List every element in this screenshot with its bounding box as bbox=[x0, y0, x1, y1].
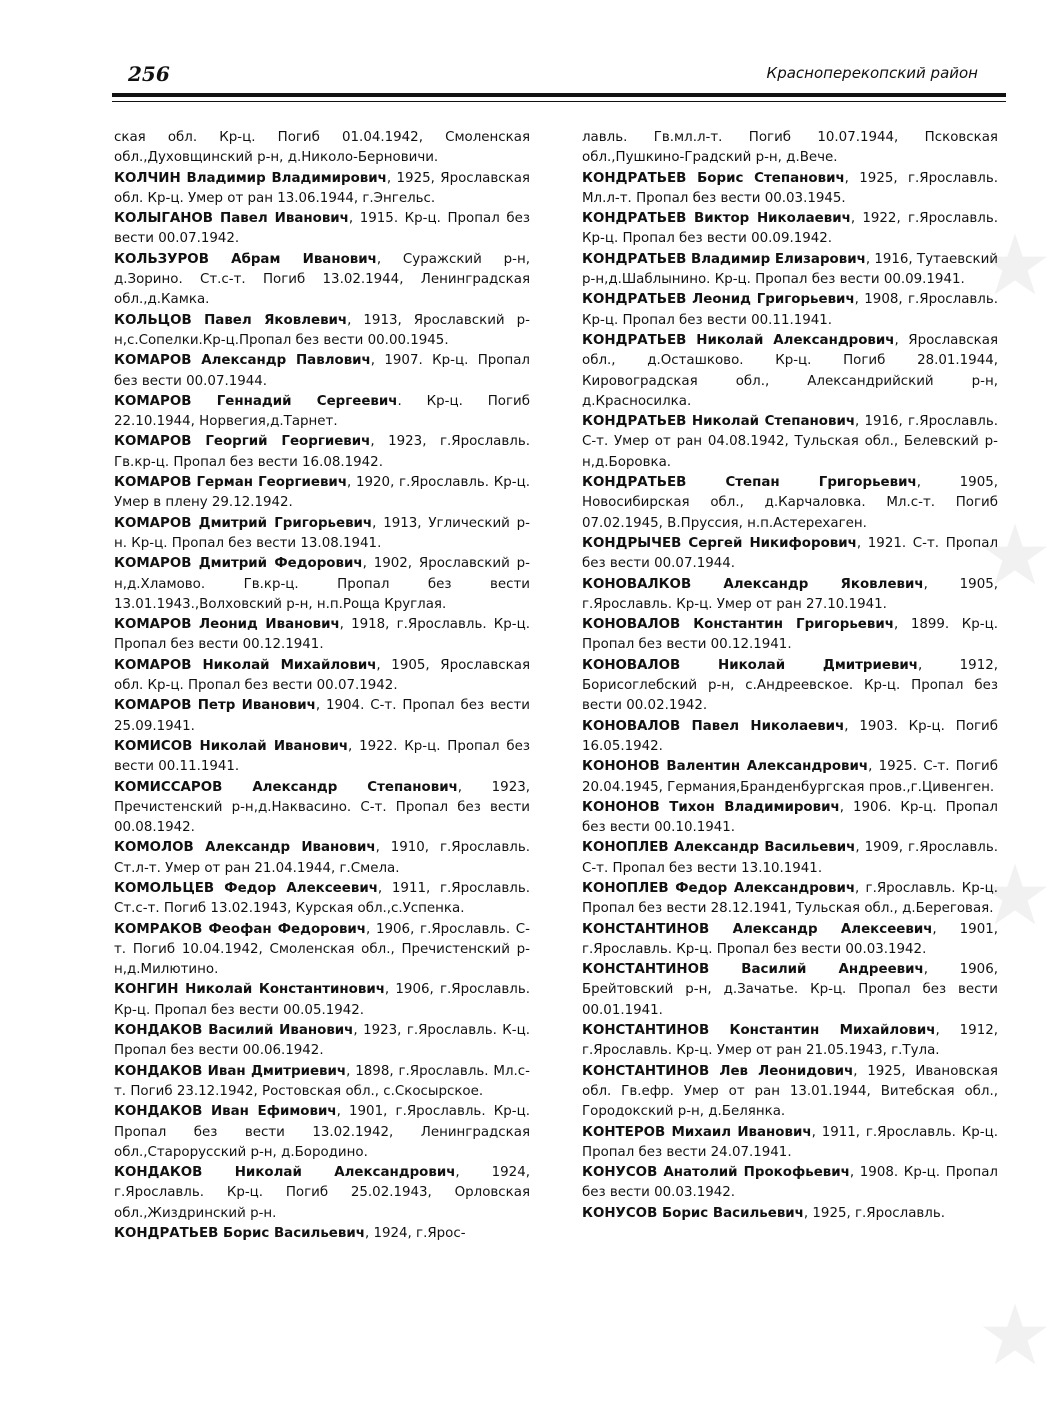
record-name: КОМИССАРОВ Александр Степанович bbox=[114, 779, 458, 795]
record-entry bbox=[114, 1163, 530, 1224]
record-details: , Суражский р-н, д.Зорино. Ст.с-т. Погиб 13.02.1944, Ленинградская обл.,д.Камка. bbox=[114, 251, 530, 308]
record-entry bbox=[582, 169, 998, 210]
record-name: КОМАРОВ Герман Георгиевич bbox=[114, 475, 348, 491]
record-entry bbox=[114, 554, 530, 615]
record-details: , 1901, г.Ярославль. Кр-ц. Пропал без вести 00.03.1942. bbox=[582, 921, 998, 957]
record-name: КОНОВАЛОВ Николай Дмитриевич bbox=[582, 657, 919, 673]
record-name: КОЛЫГАНОВ Павел Иванович bbox=[114, 211, 349, 227]
record-name: КОМАРОВ Петр Иванович bbox=[114, 698, 316, 714]
record-entry bbox=[582, 615, 998, 656]
record-details: , 1904. С-т. Пропал без вести 25.09.1941. bbox=[114, 698, 530, 734]
record-entry bbox=[114, 1021, 530, 1062]
record-entry bbox=[582, 656, 998, 717]
record-entry bbox=[582, 920, 998, 961]
record-entry bbox=[582, 1021, 998, 1062]
record-entry bbox=[582, 1163, 998, 1204]
record-name: КОМАРОВ Дмитрий Федорович bbox=[114, 556, 363, 572]
record-name: КОНГИН Николай Константинович bbox=[114, 982, 385, 998]
record-name: КОМОЛЬЦЕВ Федор Алексеевич bbox=[114, 880, 378, 896]
record-entry bbox=[114, 920, 530, 981]
record-name: КОНДРАТЬЕВ Борис Степанович bbox=[582, 170, 845, 186]
record-entry bbox=[582, 412, 998, 473]
record-entry bbox=[114, 656, 530, 697]
record-name: КОНСТАНТИНОВ Лев Леонидович bbox=[582, 1063, 854, 1079]
record-entry bbox=[582, 209, 998, 250]
record-details: , 1916, г.Ярославль. С-т. Умер от ран 04.08.1942, Тульская обл., Белевский р-н,д.Боровка. bbox=[582, 414, 998, 470]
record-entry bbox=[582, 290, 998, 331]
record-entry bbox=[114, 879, 530, 920]
record-details: , 1924, г.Ярославль. Кр-ц. Погиб 25.02.1943, Орловская обл.,Жиздринский р-н. bbox=[114, 1165, 530, 1221]
record-name: КОНДРАТЬЕВ Николай Александрович bbox=[582, 332, 895, 348]
record-details: , 1906, Брейтовский р-н, д.Зачатье. Кр-ц. Пропал без вести 00.01.1941. bbox=[582, 962, 998, 1018]
record-entry bbox=[582, 575, 998, 616]
record-details: , 1925. С-т. Погиб 20.04.1945, Германия,Бранденбургская пров.,г.Цивенген. bbox=[582, 759, 998, 795]
record-details: , 1905, г.Ярославль. Кр-ц. Умер от ран 27.10.1941. bbox=[582, 576, 998, 612]
record-details: ская обл. Кр-ц. Погиб 01.04.1942, Смоленская обл.,Духовщинский р-н, д.Николо-Берновичи. bbox=[114, 130, 530, 166]
record-entry bbox=[114, 838, 530, 879]
record-details: , 1909, г.Ярославль. С-т. Пропал без вести 13.10.1941. bbox=[582, 840, 998, 876]
record-entry bbox=[582, 250, 998, 291]
record-name: КОЛЧИН Владимир Владимирович bbox=[114, 170, 387, 186]
record-entry bbox=[582, 960, 998, 1021]
record-details: , 1916, Тутаевский р-н,д.Шаблынино. Кр-ц. Пропал без вести 00.09.1941. bbox=[582, 251, 998, 288]
record-name: КОНУСОВ Борис Васильевич bbox=[582, 1205, 804, 1221]
record-entry bbox=[114, 169, 530, 210]
record-entry bbox=[582, 1123, 998, 1164]
record-entry bbox=[114, 351, 530, 392]
record-name: КОНОНОВ Тихон Владимирович bbox=[582, 799, 840, 815]
record-details: , г.Ярославль. Кр-ц. Пропал без вести 28.12.1941, Тульская обл., д.Береговая. bbox=[582, 880, 998, 917]
record-name: КОНДРАТЬЕВ Владимир Елизарович bbox=[582, 251, 866, 267]
record-entry bbox=[582, 534, 998, 575]
record-name: КОМАРОВ Николай Михайлович bbox=[114, 657, 377, 673]
record-name: КОНДАКОВ Иван Ефимович bbox=[114, 1104, 337, 1120]
record-name: КОНОПЛЕВ Александр Васильевич bbox=[582, 840, 856, 856]
record-details: , 1901, г.Ярославль. Кр-ц. Пропал без вести 13.02.1942, Ленинградская обл.,Старорусский р-н, д.Бородино. bbox=[114, 1104, 530, 1160]
record-entry bbox=[114, 250, 530, 311]
record-entry bbox=[582, 757, 998, 798]
record-name: КОМАРОВ Георгий Георгиевич bbox=[114, 434, 371, 450]
record-name: КОЛЬЗУРОВ Абрам Иванович bbox=[114, 251, 377, 267]
record-details: , 1911, г.Ярославль. Ст.с-т. Погиб 13.02.1943, Курская обл.,с.Успенка. bbox=[114, 880, 530, 917]
record-entry bbox=[114, 514, 530, 555]
record-details: , 1925, Ивановская обл. Гв.ефр. Умер от ран 13.01.1944, Витебская обл., Городокский р-н, д.Белянка. bbox=[582, 1063, 998, 1120]
record-details: , 1922. Кр-ц. Пропал без вести 00.11.1941. bbox=[114, 738, 530, 775]
record-name: КОМОЛОВ Александр Иванович bbox=[114, 840, 376, 856]
record-details: , 1906, г.Ярославль. С-т. Погиб 10.04.1942, Смоленская обл., Пречистенский р-н,д.Милютино. bbox=[114, 921, 530, 978]
record-name: КОНОВАЛОВ Павел Николаевич bbox=[582, 718, 845, 734]
record-name: КОНДРАТЬЕВ Борис Васильевич bbox=[114, 1226, 365, 1242]
record-name: КОМИСОВ Николай Иванович bbox=[114, 738, 349, 754]
record-details: , 1915. Кр-ц. Пропал без вести 00.07.1942. bbox=[114, 211, 530, 247]
record-entry bbox=[114, 1062, 530, 1103]
record-name: КОНДАКОВ Николай Александрович bbox=[114, 1165, 456, 1181]
record-details: , 1912, г.Ярославль. Кр-ц. Умер от ран 21.05.1943, г.Тула. bbox=[582, 1023, 998, 1059]
record-details: , 1923, г.Ярославль. К-ц. Пропал без вести 00.06.1942. bbox=[114, 1023, 530, 1059]
running-head: Красноперекопский район bbox=[766, 64, 978, 82]
record-name: КОНСТАНТИНОВ Константин Михайлович bbox=[582, 1023, 936, 1039]
record-entry bbox=[582, 1062, 998, 1123]
record-details: , 1906, г.Ярославль. Кр-ц. Пропал без вести 00.05.1942. bbox=[114, 982, 530, 1018]
record-details: , 1922, г.Ярославль. Кр-ц. Пропал без вести 00.09.1942. bbox=[582, 211, 998, 247]
record-name: КОНСТАНТИНОВ Александр Алексеевич bbox=[582, 921, 933, 937]
record-entry bbox=[114, 980, 530, 1021]
record-details: . Кр-ц. Погиб 22.10.1944, Норвегия,д.Тарнет. bbox=[114, 393, 530, 430]
record-details: , Ярославская обл., д.Осташково. Кр-ц. Погиб 28.01.1944, Кировоградская обл., Александрийский р-н, д.Красносилка. bbox=[582, 332, 998, 409]
record-name: КОНТЕРОВ Михаил Иванович bbox=[582, 1124, 812, 1140]
record-name: КОНДРАТЬЕВ Леонид Григорьевич bbox=[582, 292, 855, 308]
record-entry bbox=[114, 311, 530, 352]
record-details: , 1910, г.Ярославль. Ст.л-т. Умер от ран 21.04.1944, г.Смела. bbox=[114, 840, 530, 876]
record-details: , 1913, Углический р-н. Кр-ц. Пропал без вести 13.08.1941. bbox=[114, 515, 530, 551]
record-name: КОМАРОВ Леонид Иванович bbox=[114, 617, 340, 633]
record-name: КОНДРАТЬЕВ Николай Степанович bbox=[582, 414, 856, 430]
right-column bbox=[582, 128, 998, 1224]
record-details: , 1903. Кр-ц. Погиб 16.05.1942. bbox=[582, 718, 998, 754]
record-name: КОМАРОВ Дмитрий Григорьевич bbox=[114, 515, 373, 531]
record-entry bbox=[114, 209, 530, 250]
record-details: , 1918, г.Ярославль. Кр-ц. Пропал без вести 00.12.1941. bbox=[114, 617, 530, 653]
record-name: КОНОНОВ Валентин Александрович bbox=[582, 759, 869, 775]
record-details: , 1924, г.Ярос- bbox=[364, 1226, 466, 1242]
record-name: КОНДРАТЬЕВ Степан Григорьевич bbox=[582, 475, 917, 491]
record-name: КОМАРОВ Александр Павлович bbox=[114, 353, 371, 369]
record-details: , 1925, Ярославская обл. Кр-ц. Умер от ран 13.06.1944, г.Энгельс. bbox=[114, 170, 530, 206]
record-entry bbox=[114, 392, 530, 433]
record-name: КОНСТАНТИНОВ Василий Андреевич bbox=[582, 962, 924, 978]
record-details: , 1899. Кр-ц. Пропал без вести 00.12.1941. bbox=[582, 617, 998, 653]
record-name: КОНОВАЛОВ Константин Григорьевич bbox=[582, 617, 894, 633]
record-entry bbox=[114, 737, 530, 778]
record-entry bbox=[582, 879, 998, 920]
record-entry bbox=[114, 615, 530, 656]
left-column bbox=[114, 128, 530, 1244]
record-details: , 1925, г.Ярославль. bbox=[803, 1205, 946, 1221]
record-name: КОНДРАТЬЕВ Виктор Николаевич bbox=[582, 211, 851, 227]
record-entry bbox=[114, 1102, 530, 1163]
record-details: , 1920, г.Ярославль. Кр-ц. Умер в плену 29.12.1942. bbox=[114, 475, 530, 511]
record-name: КОНДАКОВ Иван Дмитриевич bbox=[114, 1063, 347, 1079]
record-details: , 1921. С-т. Пропал без вести 00.07.1944. bbox=[582, 535, 998, 572]
record-entry bbox=[114, 696, 530, 737]
record-entry bbox=[582, 798, 998, 839]
record-details: лавль. Гв.мл.л-т. Погиб 10.07.1944, Псковская обл.,Пушкино-Градский р-н, д.Вече. bbox=[582, 130, 998, 166]
record-name: КОМРАКОВ Феофан Федорович bbox=[114, 921, 366, 937]
record-details: , 1905, Ярославская обл. Кр-ц. Пропал без вести 00.07.1942. bbox=[114, 657, 530, 694]
record-details: , 1925, г.Ярославль. Мл.л-т. Пропал без вести 00.03.1945. bbox=[582, 170, 998, 206]
record-name: КОМАРОВ Геннадий Сергеевич bbox=[114, 393, 398, 409]
record-entry bbox=[582, 1204, 998, 1224]
record-name: КОНУСОВ Анатолий Прокофьевич bbox=[582, 1165, 850, 1181]
record-entry bbox=[114, 128, 530, 169]
record-entry bbox=[114, 432, 530, 473]
record-name: КОНОПЛЕВ Федор Александрович bbox=[582, 880, 856, 896]
record-details: , 1913, Ярославский р-н,с.Сопелки.Кр-ц.Пропал без вести 00.00.1945. bbox=[114, 312, 530, 348]
record-entry bbox=[114, 473, 530, 514]
header-rule-thick bbox=[112, 93, 1006, 97]
record-details: , 1898, г.Ярославль. Мл.с-т. Погиб 23.12.1942, Ростовская обл., с.Скосырское. bbox=[114, 1063, 530, 1099]
record-details: , 1905, Новосибирская обл., д.Карчаловка. Мл.с-т. Погиб 07.02.1945, В.Пруссия, н.п.Астерехаген. bbox=[582, 475, 998, 531]
page-number: 256 bbox=[128, 62, 170, 86]
record-details: , 1911, г.Ярославль. Кр-ц. Пропал без вести 24.07.1941. bbox=[582, 1124, 998, 1160]
record-details: , 1908. Кр-ц. Пропал без вести 00.03.1942. bbox=[582, 1165, 998, 1201]
record-details: , 1923, Пречистенский р-н,д.Наквасино. С-т. Пропал без вести 00.08.1942. bbox=[114, 779, 530, 836]
record-name: КОНДАКОВ Василий Иванович bbox=[114, 1023, 354, 1039]
record-name: КОНДРЫЧЕВ Сергей Никифорович bbox=[582, 535, 857, 551]
header-rule-thin bbox=[112, 101, 1006, 102]
record-entry bbox=[582, 717, 998, 758]
record-entry bbox=[582, 838, 998, 879]
record-entry bbox=[114, 1224, 530, 1244]
record-details: , 1908, г.Ярославль. Кр-ц. Пропал без вести 00.11.1941. bbox=[582, 292, 998, 328]
record-details: , 1906. Кр-ц. Пропал без вести 00.10.1941. bbox=[582, 799, 998, 836]
record-entry bbox=[582, 128, 998, 169]
record-details: , 1923, г.Ярославль. Гв.кр-ц. Пропал без вести 16.08.1942. bbox=[114, 434, 530, 470]
record-name: КОНОВАЛКОВ Александр Яковлевич bbox=[582, 576, 924, 592]
record-entry bbox=[114, 778, 530, 839]
record-entry bbox=[582, 473, 998, 534]
record-details: , 1902, Ярославский р-н,д.Хламово. Гв.кр-ц. Пропал без вести 13.01.1943.,Волховский р-н, н.п.Роща Круглая. bbox=[114, 556, 530, 612]
record-entry bbox=[582, 331, 998, 412]
record-name: КОЛЬЦОВ Павел Яковлевич bbox=[114, 312, 348, 328]
record-details: , 1907. Кр-ц. Пропал без вести 00.07.1944. bbox=[114, 353, 530, 389]
star-watermark-icon bbox=[980, 1300, 1050, 1370]
record-details: , 1912, Борисоглебский р-н, с.Андреевское. Кр-ц. Пропал без вести 00.02.1942. bbox=[582, 657, 998, 714]
